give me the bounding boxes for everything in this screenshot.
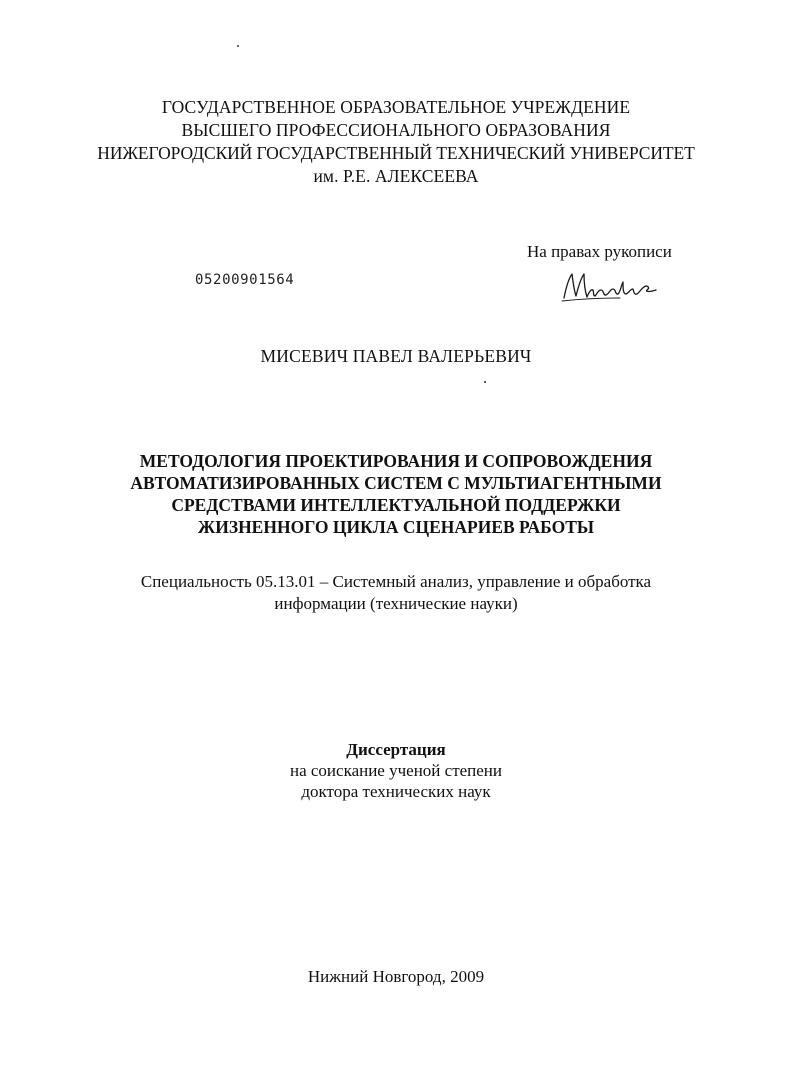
manuscript-note: На правах рукописи — [527, 242, 672, 261]
institution-line: ГОСУДАРСТВЕННОЕ ОБРАЗОВАТЕЛЬНОЕ УЧРЕЖДЕНИЕ — [161, 97, 631, 117]
specialty-line: Специальность 05.13.01 – Системный анализ, управление и обработка — [140, 572, 652, 591]
title-line: СРЕДСТВАМИ ИНТЕЛЛЕКТУАЛЬНОЙ ПОДДЕРЖКИ — [171, 495, 621, 515]
city-year-text: Нижний Новгород, 2009 — [307, 967, 485, 986]
dissertation-heading: Диссертация — [346, 740, 446, 759]
institution-line: НИЖЕГОРОДСКИЙ ГОСУДАРСТВЕННЫЙ ТЕХНИЧЕСКИЙ УНИВЕРСИТЕТ — [97, 143, 695, 163]
specialty-line: информации (технические науки) — [274, 594, 518, 613]
catalog-number: 05200901564 — [195, 272, 295, 288]
degree-line: доктора технических наук — [301, 782, 491, 801]
dissertation-title — [0, 450, 792, 538]
title-line: ЖИЗНЕННОГО ЦИКЛА СЦЕНАРИЕВ РАБОТЫ — [197, 517, 595, 537]
degree-line: на соискание ученой степени — [289, 761, 503, 780]
city-year — [0, 966, 792, 988]
institution-line: им. Р.Е. АЛЕКСЕЕВА — [313, 166, 479, 186]
dissertation-degree — [0, 739, 792, 802]
institution-header — [0, 96, 792, 188]
scan-speck — [237, 45, 239, 47]
title-line: МЕТОДОЛОГИЯ ПРОЕКТИРОВАНИЯ И СОПРОВОЖДЕНИЯ — [139, 451, 653, 471]
author-name-text: МИСЕВИЧ ПАВЕЛ ВАЛЕРЬЕВИЧ — [260, 346, 532, 366]
institution-line: ВЫСШЕГО ПРОФЕССИОНАЛЬНОГО ОБРАЗОВАНИЯ — [181, 120, 611, 140]
specialty — [0, 571, 792, 615]
author-name — [0, 345, 792, 367]
author-signature — [560, 268, 660, 304]
title-line: АВТОМАТИЗИРОВАННЫХ СИСТЕМ С МУЛЬТИАГЕНТНЫМИ — [130, 473, 662, 493]
scan-speck — [484, 381, 486, 383]
